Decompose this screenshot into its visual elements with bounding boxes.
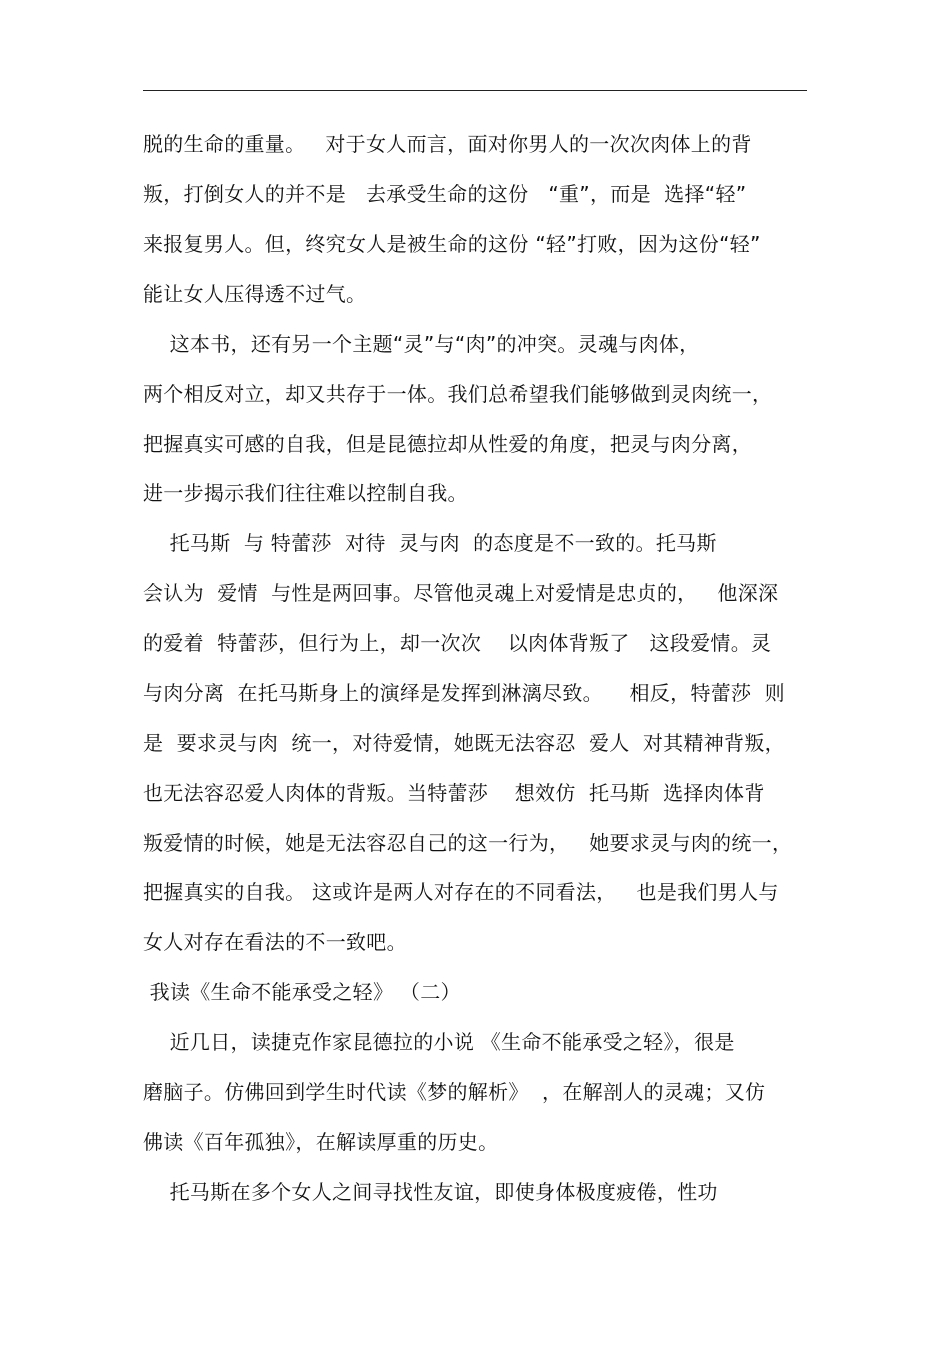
header-rule [143,90,807,91]
text-line: 来报复男人。但，终究女人是被生命的这份 “轻”打败，因为这份“轻” [143,232,761,256]
text-line: 的爱着 特蕾莎，但行为上，却一次次 以肉体背叛了 这段爱情。灵 [143,631,772,655]
text-line: 也无法容忍爱人肉体的背叛。当特蕾莎 想效仿 托马斯 选择肉体背 [143,781,765,805]
text-line: 进一步揭示我们往往难以控制自我。 [143,481,468,505]
text-line: 女人对存在看法的不一致吧。 [143,930,407,954]
text-line: 叛，打倒女人的并不是 去承受生命的这份 “重”，而是 选择“轻” [143,182,747,206]
text-line: 近几日，读捷克作家昆德拉的小说 《生命不能承受之轻》，很是 [143,1030,735,1054]
text-line: 与肉分离 在托马斯身上的演绎是发挥到淋漓尽致。 相反，特蕾莎 则 [143,681,785,705]
text-line: 把握真实可感的自我，但是昆德拉却从性爱的角度，把灵与肉分离， [143,432,752,456]
text-line: 是 要求灵与肉 统一，对待爱情，她既无法容忍 爱人 对其精神背叛， [143,731,785,755]
text-line: 这本书，还有另一个主题“灵”与“肉”的冲突。灵魂与肉体， [143,332,700,356]
text-line: 把握真实的自我。 这或许是两人对存在的不同看法， 也是我们男人与 [143,880,779,904]
text-line: 佛读《百年孤独》，在解读厚重的历史。 [143,1130,499,1154]
text-line: 会认为 爱情 与性是两回事。尽管他灵魂上对爱情是忠贞的， 他深深 [143,581,779,605]
text-line: 叛爱情的时候，她是无法容忍自己的这一行为， 她要求灵与肉的统一， [143,831,793,855]
text-line: 两个相反对立，却又共存于一体。我们总希望我们能够做到灵肉统一， [143,382,773,406]
text-line: 磨脑子。仿佛回到学生时代读《梦的解析》 ，在解剖人的灵魂；又仿 [143,1080,766,1104]
text-line: 脱的生命的重量。 对于女人而言，面对你男人的一次次肉体上的背 [143,132,752,156]
section-heading: 我读《生命不能承受之轻》 （二） [143,980,461,1004]
text-line: 能让女人压得透不过气。 [143,282,367,306]
text-line: 托马斯在多个女人之间寻找性友谊，即使身体极度疲倦，性功 [143,1180,718,1204]
text-line: 托马斯 与 特蕾莎 对待 灵与肉 的态度是不一致的。托马斯 [143,531,717,555]
